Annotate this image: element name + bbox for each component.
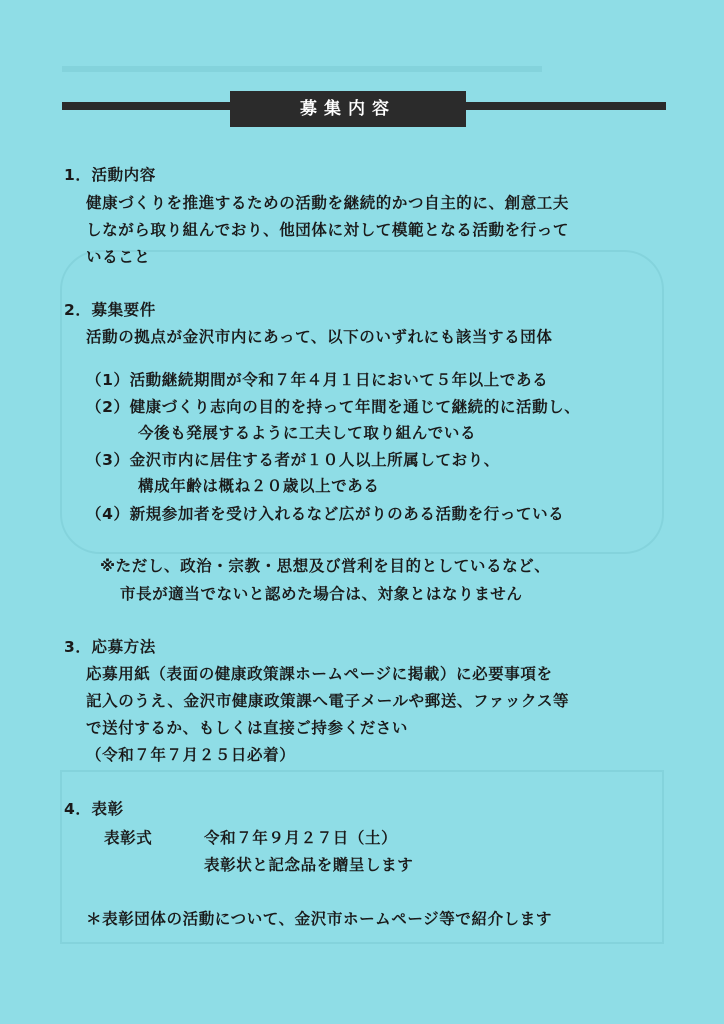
section2-note: 市長が適当でないと認めた場合は、対象とはなりません xyxy=(120,585,523,603)
section3-line: 記入のうえ、金沢市健康政策課へ電子メールや郵送、ファックス等 xyxy=(86,692,570,710)
section4-note: ＊表彰団体の活動について、金沢市ホームページ等で紹介します xyxy=(86,910,552,928)
show-through-mark xyxy=(62,66,542,72)
section1-line: 健康づくりを推進するための活動を継続的かつ自主的に、創意工夫 xyxy=(86,194,570,212)
page-title: 募集内容 xyxy=(230,91,466,127)
section1-heading: 1．活動内容 xyxy=(64,166,156,184)
section2-intro: 活動の拠点が金沢市内にあって、以下のいずれにも該当する団体 xyxy=(86,328,553,346)
ceremony-detail: 表彰状と記念品を贈呈します xyxy=(204,856,414,874)
section2-heading: 2．募集要件 xyxy=(64,301,156,319)
section3-line: で送付するか、もしくは直接ご持参ください xyxy=(86,719,409,737)
section1-line: しながら取り組んでおり、他団体に対して模範となる活動を行って xyxy=(86,221,570,239)
requirement-item-cont: 構成年齢は概ね２０歳以上である xyxy=(138,477,380,495)
section2-note: ※ただし、政治・宗教・思想及び営利を目的としているなど、 xyxy=(100,557,551,575)
section3-deadline: （令和７年７月２５日必着） xyxy=(86,746,296,764)
requirement-item: （4）新規参加者を受け入れるなど広がりのある活動を行っている xyxy=(86,505,565,523)
ceremony-date: 令和７年９月２７日（土） xyxy=(204,829,398,847)
section4-heading: 4．表彰 xyxy=(64,800,124,818)
requirement-item-cont: 今後も発展するように工夫して取り組んでいる xyxy=(138,424,477,442)
requirement-item: （2）健康づくり志向の目的を持って年間を通じて継続的に活動し、 xyxy=(86,398,581,416)
requirement-item: （1）活動継続期間が令和７年４月１日において５年以上である xyxy=(86,371,549,389)
section1-line: いること xyxy=(86,248,151,266)
requirement-item: （3）金沢市内に居住する者が１０人以上所属しており、 xyxy=(86,451,500,469)
section3-heading: 3．応募方法 xyxy=(64,638,156,656)
ceremony-label: 表彰式 xyxy=(104,829,153,847)
section3-line: 応募用紙（表面の健康政策課ホームページに掲載）に必要事項を xyxy=(86,665,553,683)
